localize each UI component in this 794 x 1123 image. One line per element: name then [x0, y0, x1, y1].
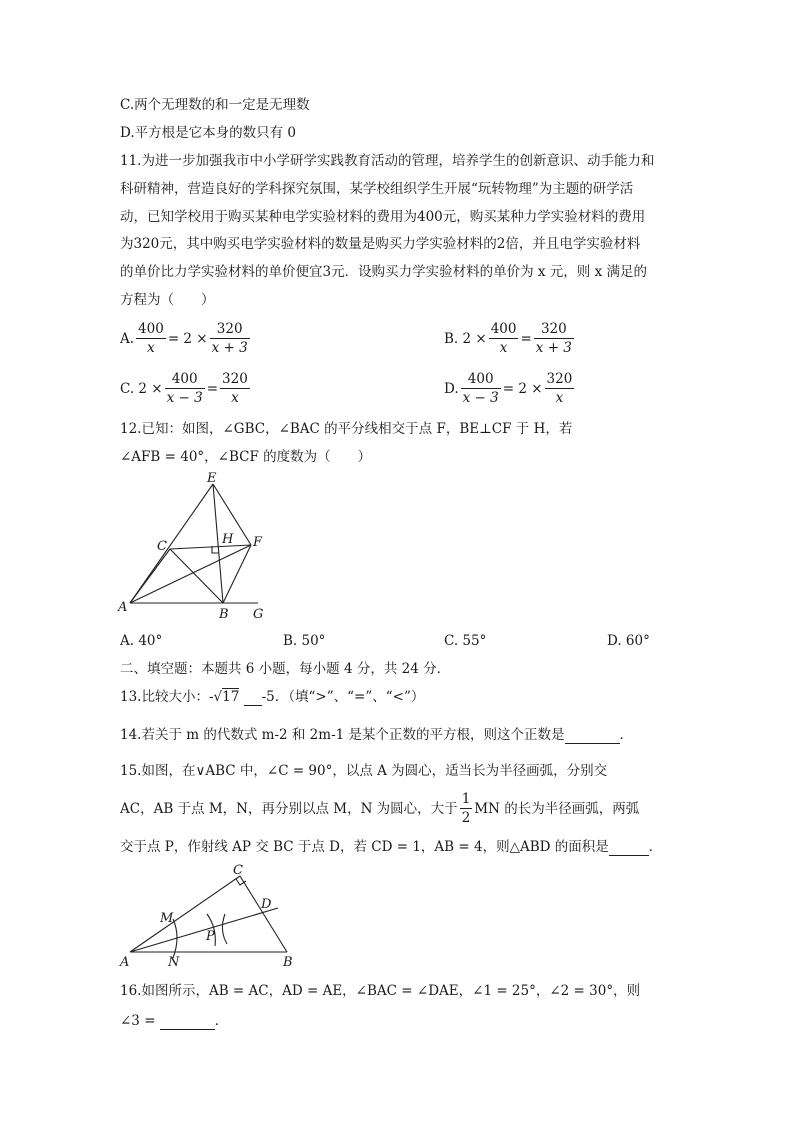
option-label: C. 2 ×	[120, 380, 163, 397]
fraction-denominator: x − 3	[166, 390, 203, 406]
segment-ac	[130, 876, 240, 952]
operator: = 2 ×	[502, 380, 543, 397]
label-b: B	[283, 955, 293, 970]
q14-body: 14.若关于 m 的代数式 m-2 和 2m-1 是某个正数的平方根，则这个正数是	[120, 727, 565, 743]
sqrt-sign: √	[213, 689, 223, 705]
q14-end: ．	[619, 727, 634, 743]
segment-ae	[130, 484, 213, 603]
segment-af	[130, 545, 251, 603]
q15-figure	[115, 862, 305, 972]
q11-option-b	[444, 320, 576, 357]
option-label: A.	[120, 330, 135, 347]
segment-cf	[170, 545, 251, 549]
label-a: A	[118, 600, 128, 615]
q12-option-d: D. 60°	[607, 633, 650, 649]
q13-text	[120, 688, 424, 706]
q11-text-line1: 11.为进一步加强我市中小学研学实践教育活动的管理，培养学生的创新意识、动手能力和	[120, 153, 655, 169]
operator: = 2 ×	[167, 330, 208, 347]
answer-blank[interactable]	[565, 729, 620, 744]
q11-text-line5: 的单价比力学实验材料的单价便宜3元．设购买力学实验材料的单价为 x 元，则 x 满足的	[120, 264, 647, 280]
q12-option-c: C. 55°	[444, 633, 487, 649]
q10-option-d: D.平方根是它本身的数只有 0	[120, 125, 297, 141]
q16-text-line1: 16.如图所示，AB = AC，AD = AE，∠BAC = ∠DAE，∠1 = 25°，∠2 = 30°，则	[120, 983, 641, 999]
q11-option-d	[444, 370, 576, 407]
label-g: G	[253, 607, 264, 622]
fraction-denominator: x	[555, 390, 564, 406]
label-c: C	[233, 863, 243, 878]
label-f: F	[253, 535, 263, 550]
label-a: A	[120, 955, 130, 970]
operator: =	[520, 330, 532, 347]
fraction-numerator: 320	[210, 320, 250, 339]
fraction-numerator: 400	[490, 321, 517, 337]
q15-line2-post: MN 的长为半径画弧，两弧	[474, 800, 640, 817]
q11-text-line6: 方程为（ ）	[120, 292, 215, 308]
q15-text-line1: 15.如图，在∨ABC 中，∠C = 90°，以点 A 为圆心，适当长为半径画弧，分别交	[120, 763, 608, 779]
fraction-denominator: x	[499, 340, 508, 356]
fraction-denominator: x + 3	[211, 340, 248, 356]
radicand: 17	[222, 689, 240, 705]
option-label: B. 2 ×	[444, 330, 487, 347]
q11-text-line2: 科研精神，营造良好的学科探究氛围，某学校组织学生开展“玩转物理”为主题的研学活	[120, 181, 634, 197]
label-d: D	[261, 897, 272, 912]
q13-suffix: -5．（填“>”、“=”、“<”）	[261, 689, 425, 705]
fraction-denominator: x − 3	[462, 390, 499, 406]
fraction-numerator: 1	[461, 791, 471, 807]
q16-end: ．	[214, 1013, 229, 1029]
q11-option-a	[120, 320, 252, 357]
fraction-numerator: 400	[138, 321, 164, 337]
fraction-denominator: 2	[461, 810, 471, 826]
segment-cb	[170, 549, 223, 603]
fraction-denominator: x + 3	[535, 340, 572, 356]
segment-bf	[223, 545, 251, 603]
label-h: H	[222, 532, 234, 547]
label-b: B	[219, 607, 229, 622]
q15-text-line3	[120, 838, 662, 856]
segment-cb	[240, 876, 287, 952]
fraction-numerator: 320	[222, 371, 248, 387]
q13-prefix: 13.比较大小：-	[120, 689, 214, 705]
fraction-numerator: 320	[546, 371, 573, 387]
operator: =	[206, 380, 219, 397]
arc-from-n	[222, 914, 227, 944]
q12-figure	[115, 470, 285, 625]
fraction-denominator: x	[147, 340, 155, 356]
section-heading: 二、填空题：本题共 6 小题，每小题 4 分，共 24 分．	[120, 661, 451, 677]
q14-text	[120, 726, 633, 744]
answer-blank[interactable]	[244, 691, 262, 706]
q10-option-c: C.两个无理数的和一定是无理数	[120, 97, 310, 113]
q15-line3-end: ．	[648, 839, 663, 855]
label-e: E	[207, 471, 217, 486]
answer-blank[interactable]	[160, 1015, 215, 1030]
ray-ap	[130, 908, 278, 952]
option-label: D.	[444, 380, 459, 397]
q15-line3-body: 交于点 P，作射线 AP 交 BC 于点 D，若 CD = 1，AB = 4，则△ABD 的面积是	[120, 839, 609, 855]
label-n: N	[168, 955, 180, 970]
label-m: M	[160, 911, 174, 926]
answer-blank[interactable]	[609, 841, 649, 856]
q11-option-c	[120, 370, 252, 407]
fraction-denominator: x	[231, 390, 239, 406]
fraction-numerator: 320	[534, 320, 574, 339]
q12-option-a: A. 40°	[120, 633, 163, 649]
q12-text-line2: ∠AFB = 40°，∠BCF 的度数为（ ）	[120, 449, 372, 465]
fraction-numerator: 400	[461, 370, 501, 389]
label-p: P	[206, 929, 215, 944]
label-c: C	[157, 539, 167, 554]
q16-text-line2	[120, 1012, 228, 1030]
fraction-numerator: 400	[165, 370, 205, 389]
q12-option-b: B. 50°	[283, 633, 326, 649]
q15-line2-pre: AC，AB 于点 M，N，再分别以点 M，N 为圆心，大于	[120, 800, 458, 817]
q11-text-line3: 动，已知学校用于购买某种电学实验材料的费用为400元，购买某种力学实验材料的费用	[120, 209, 646, 225]
q15-text-line2	[120, 790, 639, 827]
q11-text-line4: 为320元，其中购买电学实验材料的数量是购买力学实验材料的2倍，并且电学实验材料	[120, 236, 641, 252]
q12-text-line1: 12.已知：如图，∠GBC，∠BAC 的平分线相交于点 F，BE⊥CF 于 H，若	[120, 421, 573, 437]
q16-line2-body: ∠3 =	[120, 1013, 160, 1029]
